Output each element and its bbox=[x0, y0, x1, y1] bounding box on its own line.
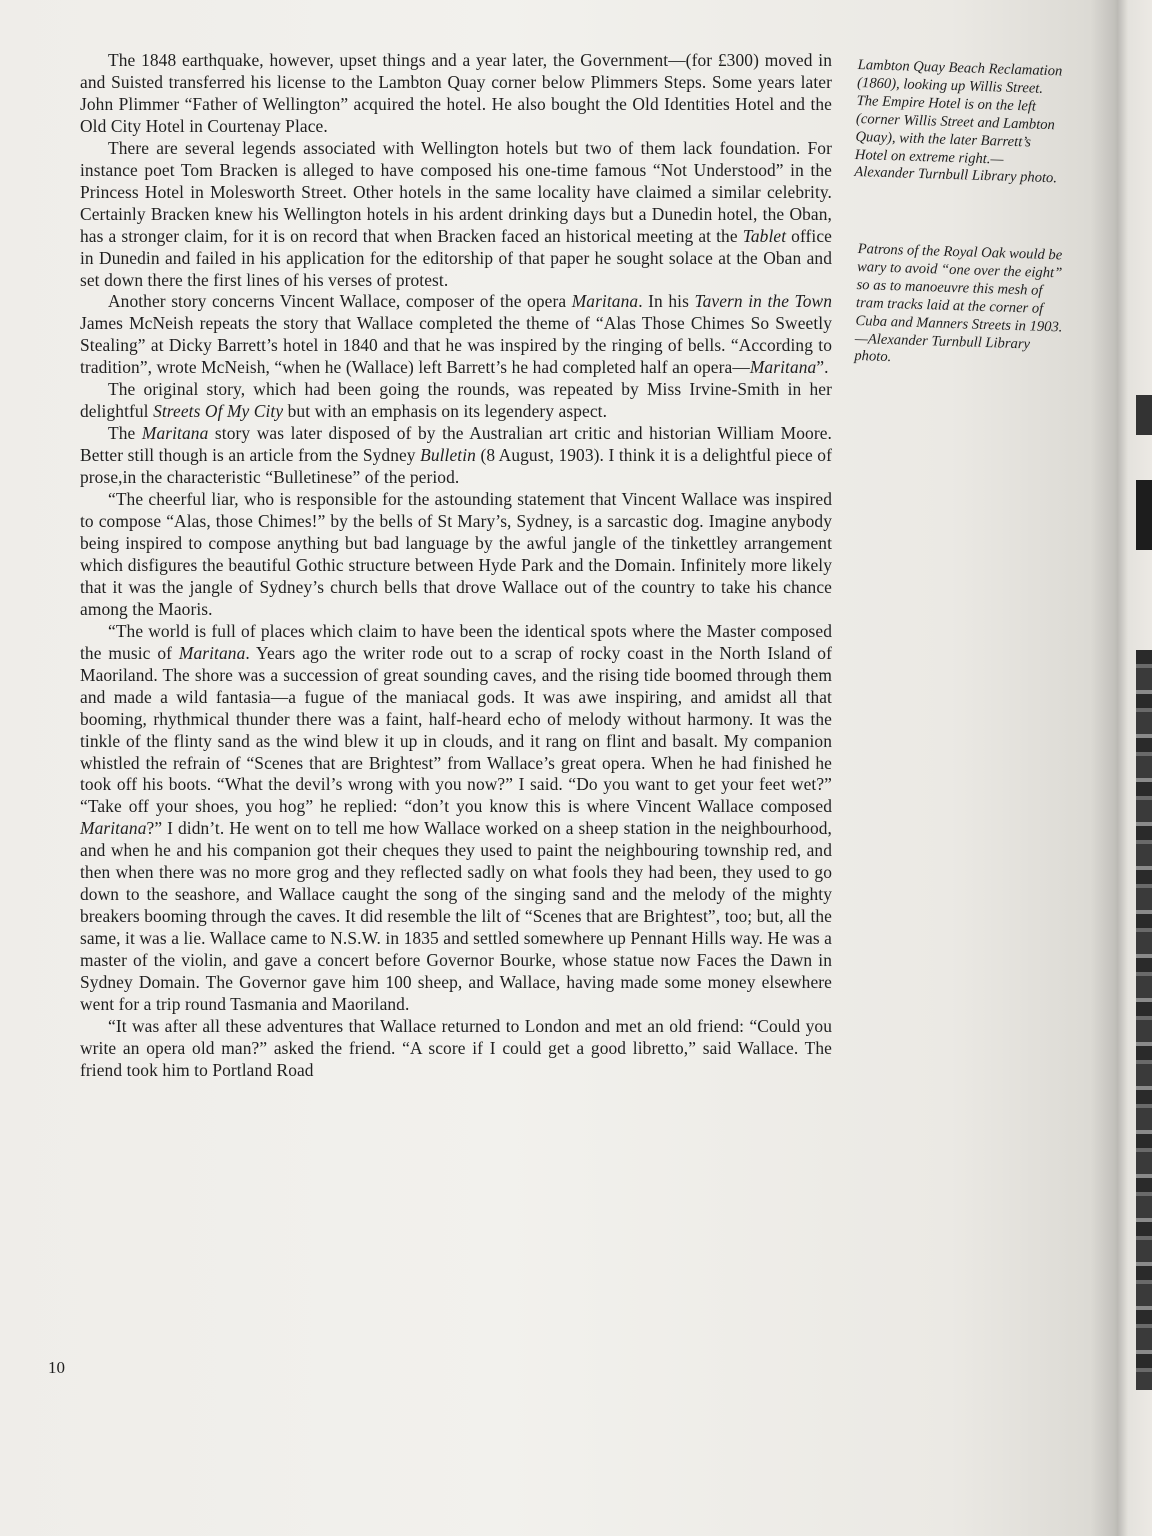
body-paragraph bbox=[80, 138, 832, 292]
paragraph-text: ”. bbox=[816, 357, 829, 378]
paragraph-text: James McNeish repeats the story that Wallace completed the theme of “Alas Those Chimes So Sweetly Stealing” at Dicky Barrett’s hotel in 1840 and that he was inspired by the ringing of bells. “According to tradition”, wrote McNeish, “when he (Wallace) left Barrett’s he had completed half an opera— bbox=[80, 313, 832, 378]
paragraph-text: “It was after all these adventures that Wallace returned to London and met an old friend: “Could you write an opera old man?” asked the friend. “A score if I could get a good libretto,” said Wallace. The friend took him to Portland Road bbox=[80, 1015, 832, 1080]
body-paragraph bbox=[80, 379, 832, 423]
photo-caption-lambton-quay: Lambton Quay Beach Reclamation (1860), looking up Willis Street. The Empire Hotel is on the left (corner Willis Street and Lambton Quay), with the later Barrett’s Hotel on extreme right.—Alexander Turnbull Library photo. bbox=[854, 57, 1063, 187]
paragraph-text: but with an emphasis on its legendery aspect. bbox=[283, 401, 608, 422]
paragraph-text: . Years ago the writer rode out to a scrap of rocky coast in the North Island of Maoriland. The shore was a succession of great sounding caves, and the rising tide boomed through them and made a wild fantasia—a fugue of the maniacal gods. It was awe inspiring, and amidst all that booming, rhythmical thunder there was a faint, half-heard echo of melody without harmony. It was the tinkle of the flinty sand as the wind blew it up in clouds, and it rang on flint and basalt. My companion whistled the refrain of “Scenes that are Brightest” from Wallace’s great opera. When he had finished he took off his boots. “What the devil’s wrong with you now?” I said. “Do you want to get your feet wet?” “Take off your shoes, you hog” he replied: “don’t you know this is where Vincent Wallace composed bbox=[80, 642, 832, 817]
paragraph-text: “The world is full of places which claim to have been the identical spots where the Master composed the music of bbox=[80, 620, 832, 663]
article-body bbox=[80, 50, 832, 1082]
paragraph-text: (8 August, 1903). I think it is a delightful piece of prose,in the characteristic “Bulletinese” of the period. bbox=[80, 445, 832, 488]
paragraph-text: The bbox=[108, 423, 142, 444]
adjacent-photo-fragment bbox=[1136, 395, 1152, 435]
body-paragraph bbox=[80, 489, 832, 621]
adjacent-photo-fragment bbox=[1136, 480, 1152, 550]
italic-title-text: Maritana bbox=[80, 818, 147, 839]
paragraph-text: . In his bbox=[638, 291, 695, 312]
body-paragraph bbox=[80, 1016, 832, 1082]
paragraph-text: office in Dunedin and failed in his application for the editorship of that paper he sought solace at the Oban and set down there the first lines of his verses of protest. bbox=[80, 225, 833, 290]
italic-title-text: Streets Of My City bbox=[153, 401, 284, 422]
body-paragraph bbox=[80, 621, 832, 1016]
italic-title-text: Bulletin bbox=[420, 445, 476, 466]
italic-title-text: Tablet bbox=[742, 225, 787, 246]
italic-title-text: Maritana bbox=[749, 357, 817, 378]
italic-title-text: Maritana bbox=[178, 642, 246, 663]
adjacent-photo-fragment bbox=[1136, 650, 1152, 1390]
body-paragraph bbox=[80, 291, 832, 379]
body-paragraph bbox=[80, 50, 832, 138]
paragraph-text: Another story concerns Vincent Wallace, composer of the opera bbox=[108, 291, 572, 312]
italic-title-text: Maritana bbox=[141, 423, 209, 444]
paragraph-text: story was later disposed of by the Australian art critic and historian William Moore. Better still though is an article from the Sydney bbox=[80, 423, 832, 466]
paragraph-text: The original story, which had been going the rounds, was repeated by Miss Irvine-Smith in her delightful bbox=[80, 379, 832, 422]
body-paragraph bbox=[80, 423, 832, 489]
paragraph-text: The 1848 earthquake, however, upset things and a year later, the Government—(for £300) moved in and Suisted transferred his license to the Lambton Quay corner below Plimmers Steps. Some years later John Plimmer “Father of Wellington” acquired the hotel. He also bought the Old Identities Hotel and the Old City Hotel in Courtenay Place. bbox=[80, 50, 832, 136]
photo-caption-royal-oak: Patrons of the Royal Oak would be wary to avoid “one over the eight” so as to manoeuvre this mesh of tram tracks laid at the corner of Cuba and Manners Streets in 1903.—Alexander Turnbull Library photo. bbox=[854, 241, 1063, 366]
paragraph-text: ?” I didn’t. He went on to tell me how Wallace worked on a sheep station in the neighbourhood, and when he and his companion got their cheques they used to paint the neighbouring township red, and then when there was no more grog and they reflected sadly on what fools they had been, they used to go down to the seashore, and Wallace caught the song of the singing sand and the melody of the mighty breakers booming through the caves. It did resemble the lilt of “Scenes that are Brightest”, too; but, all the same, it was a lie. Wallace came to N.S.W. in 1835 and settled somewhere up Pennant Hills way. He was a master of the violin, and gave a concert before Governor Bourke, whose statue now Faces the Dawn in Sydney Domain. The Governor gave him 100 sheep, and Wallace, having made some money elsewhere went for a trip round Tasmania and Maoriland. bbox=[80, 818, 832, 1014]
paragraph-text: “The cheerful liar, who is responsible for the astounding statement that Vincent Wallace was inspired to compose “Alas, those Chimes!” by the bells of St Mary’s, Sydney, is a sarcastic dog. Imagine anybody being inspired to compose anything but bad language by the awful jangle of the tinkettley arrangement which disfigures the beautiful Gothic structure between Hyde Park and the Domain. Infinitely more likely that it was the jangle of Sydney’s church bells that drove Wallace out of the country to take his chance among the Maoris. bbox=[80, 489, 832, 619]
italic-title-text: Maritana bbox=[571, 291, 639, 312]
page-number: 10 bbox=[48, 1358, 65, 1377]
italic-title-text: Tavern in the Town bbox=[694, 291, 832, 312]
paragraph-text: There are several legends associated with Wellington hotels but two of them lack foundation. For instance poet Tom Bracken is alleged to have composed his one-time famous “Not Understood” in the Princess Hotel in Molesworth Street. Other hotels in the same locality have claimed a similar celebrity. Certainly Bracken knew his Wellington hotels in his ardent drinking days but a Dunedin hotel, the Oban, has a stronger claim, for it is on record that when Bracken faced an historical meeting at the bbox=[80, 137, 832, 246]
